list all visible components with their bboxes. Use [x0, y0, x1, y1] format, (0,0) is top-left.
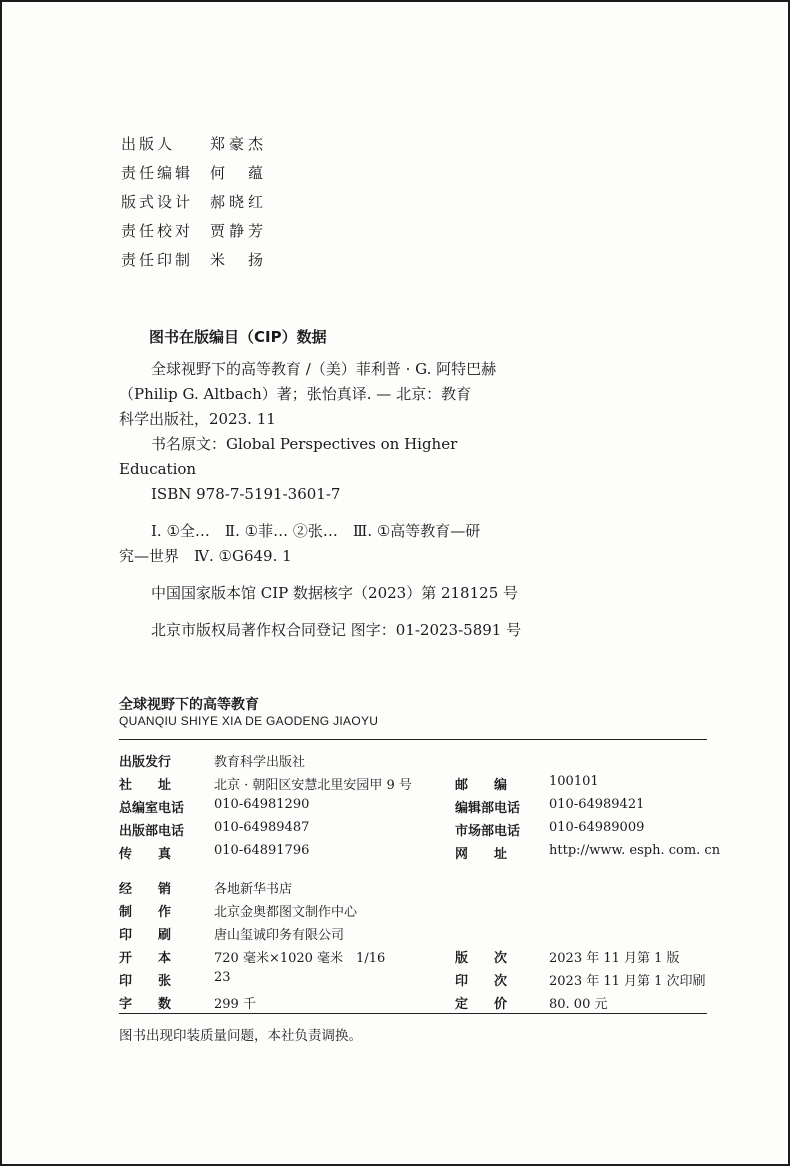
pub-value: 北京 · 朝阳区安慧北里安园甲 9 号 [214, 778, 412, 793]
pub-value: 010-64989421 [549, 797, 645, 812]
credit-row-designer [121, 191, 267, 220]
credit-row-publisher [121, 133, 267, 162]
pub-row [119, 751, 719, 774]
credit-label: 责任校对 [121, 222, 194, 240]
price: 80. 00 元 [549, 997, 608, 1012]
pub-value: 010-64989487 [214, 820, 310, 835]
pub-label: 传 真 [119, 847, 172, 862]
pub-label: 版 次 [455, 951, 508, 966]
cip-data [119, 357, 599, 643]
pub-value: 010-64989009 [549, 820, 645, 835]
credit-row-printing [121, 249, 267, 278]
pub-value: 各地新华书店 [214, 882, 293, 897]
credit-label: 出版人 [121, 135, 176, 153]
credit-value: 贾静芳 [210, 222, 268, 240]
credit-row-editor [121, 162, 267, 191]
cip-record-number: 中国国家版本馆 CIP 数据核字（2023）第 218125 号 [151, 584, 519, 602]
pub-label: 编辑部电话 [455, 801, 521, 816]
pub-row [119, 924, 719, 947]
cip-line: 究—世界 Ⅳ. ①G649. 1 [119, 547, 292, 565]
pub-label: 字 数 [119, 997, 172, 1012]
cip-line: （Philip G. Altbach）著；张怡真译. — 北京：教育 [119, 385, 472, 403]
pub-label: 印 张 [119, 974, 172, 989]
credit-label: 责任印制 [121, 251, 194, 269]
pub-row [119, 774, 719, 797]
pub-row [119, 947, 719, 970]
book-title: 全球视野下的高等教育 [119, 697, 259, 713]
pub-label: 网 址 [455, 847, 508, 862]
credit-label: 责任编辑 [121, 164, 194, 182]
pub-row [119, 901, 719, 924]
pub-value: 010-64891796 [214, 843, 310, 858]
pub-value: 北京金奥都图文制作中心 [214, 905, 358, 920]
pub-row [119, 797, 719, 820]
pub-value: 唐山玺诚印务有限公司 [214, 928, 345, 943]
pub-label: 总编室电话 [119, 801, 185, 816]
cip-line: 全球视野下的高等教育 /（美）菲利普 · G. 阿特巴赫 [151, 360, 497, 378]
pub-row [119, 970, 719, 993]
pub-value: 2023 年 11 月第 1 版 [549, 951, 680, 966]
pub-label: 经 销 [119, 882, 172, 897]
pub-value: 2023 年 11 月第 1 次印刷 [549, 974, 706, 989]
cip-line: 科学出版社，2023. 11 [119, 410, 276, 428]
book-title-pinyin: QUANQIU SHIYE XIA DE GAODENG JIAOYU [119, 714, 379, 728]
credit-value: 郑豪杰 [210, 135, 268, 153]
pub-label: 定 价 [455, 997, 508, 1012]
divider-bottom [119, 1013, 707, 1014]
pub-value: 100101 [549, 774, 599, 789]
divider-top [119, 739, 707, 740]
pub-value: 299 千 [214, 997, 256, 1012]
isbn: ISBN 978-7-5191-3601-7 [151, 485, 341, 503]
credit-value: 郝晓红 [210, 193, 268, 211]
pub-label: 开 本 [119, 951, 172, 966]
cip-heading: 图书在版编目（CIP）数据 [149, 328, 327, 346]
pub-label: 制 作 [119, 905, 172, 920]
copyright-registration: 北京市版权局著作权合同登记 图字：01-2023-5891 号 [151, 621, 522, 639]
credit-value: 米 扬 [210, 251, 268, 269]
pub-label: 社 址 [119, 778, 172, 793]
credits-list [121, 133, 267, 278]
pub-row [119, 820, 719, 843]
credit-row-proofreader [121, 220, 267, 249]
pub-value: 教育科学出版社 [214, 755, 306, 770]
publisher-info [119, 751, 719, 866]
pub-label: 印 刷 [119, 928, 172, 943]
credit-label: 版式设计 [121, 193, 194, 211]
pub-label: 邮 编 [455, 778, 508, 793]
pub-label: 印 次 [455, 974, 508, 989]
credit-value: 何 蕴 [210, 164, 268, 182]
pub-value: 010-64981290 [214, 797, 310, 812]
cip-line: 书名原文：Global Perspectives on Higher [151, 435, 458, 453]
pub-label: 市场部电话 [455, 824, 521, 839]
cip-line: Ⅰ. ①全… Ⅱ. ①菲… ②张… Ⅲ. ①高等教育—研 [151, 522, 481, 540]
quality-notice: 图书出现印装质量问题，本社负责调换。 [119, 1028, 362, 1044]
website-url: http://www. esph. com. cn [549, 843, 721, 858]
pub-label: 出版部电话 [119, 824, 185, 839]
production-info [119, 878, 719, 1016]
pub-value: 23 [214, 970, 231, 985]
pub-value: 720 毫米×1020 毫米 1/16 [214, 951, 386, 966]
pub-row [119, 878, 719, 901]
cip-line: Education [119, 460, 197, 478]
pub-row [119, 843, 719, 866]
pub-label: 出版发行 [119, 755, 172, 770]
